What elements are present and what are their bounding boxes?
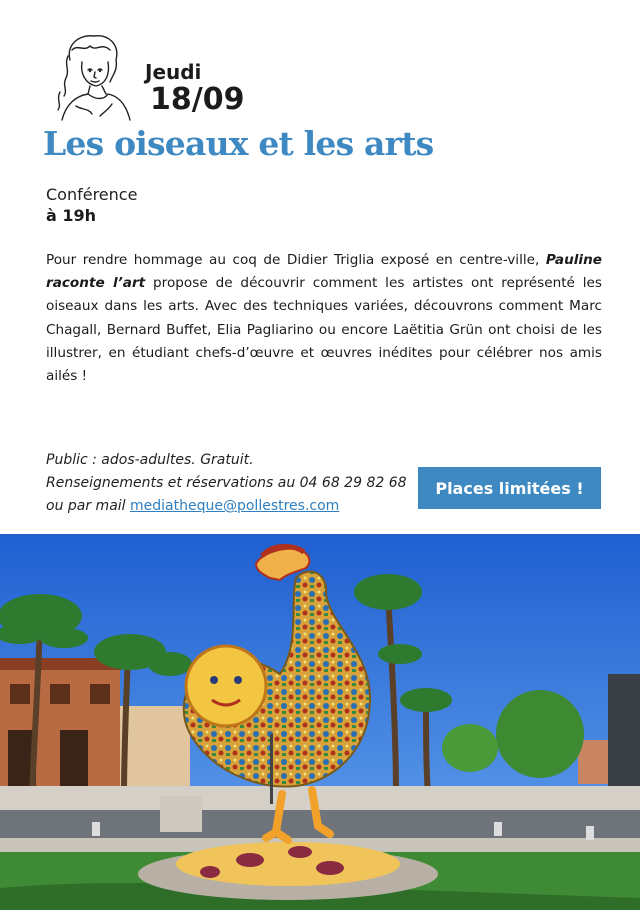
info-reservations: Renseignements et réservations au 04 68 29 82 68 (46, 475, 407, 491)
event-day: Jeudi (145, 60, 202, 84)
event-date: 18/09 (150, 82, 245, 117)
event-description (46, 249, 602, 388)
description-part-1: Pour rendre hommage au coq de Didier Triglia exposé en centre-ville, (46, 252, 546, 268)
info-public: Public : ados-adultes. Gratuit. (46, 452, 254, 468)
event-type: Conférence (46, 185, 138, 204)
rooster-sculpture-photo (0, 534, 640, 910)
places-limited-badge: Places limitées ! (418, 467, 601, 509)
event-title: Les oiseaux et les arts (43, 124, 434, 163)
event-info (46, 449, 412, 518)
info-mail-row (46, 495, 412, 518)
description-part-2: propose de découvrir comment les artistes ont représenté les oiseaux dans les arts. Avec des techniques variées, découvrons comment Marc Chagall, Bernard Buffet, Elia Pagliarino ou encore Laëtitia Grün ont choisi de les illustrer, en étudiant chefs-d’œuvre et œuvres inédites pour célébrer nos amis ailés ! (46, 275, 602, 385)
event-time: à 19h (46, 206, 97, 225)
portrait-drawing-icon (52, 30, 134, 122)
email-link[interactable]: mediatheque@pollestres.com (130, 498, 340, 514)
info-mail-prefix: ou par mail (46, 498, 131, 514)
description-highlight: Pauline raconte l’art (46, 252, 602, 292)
